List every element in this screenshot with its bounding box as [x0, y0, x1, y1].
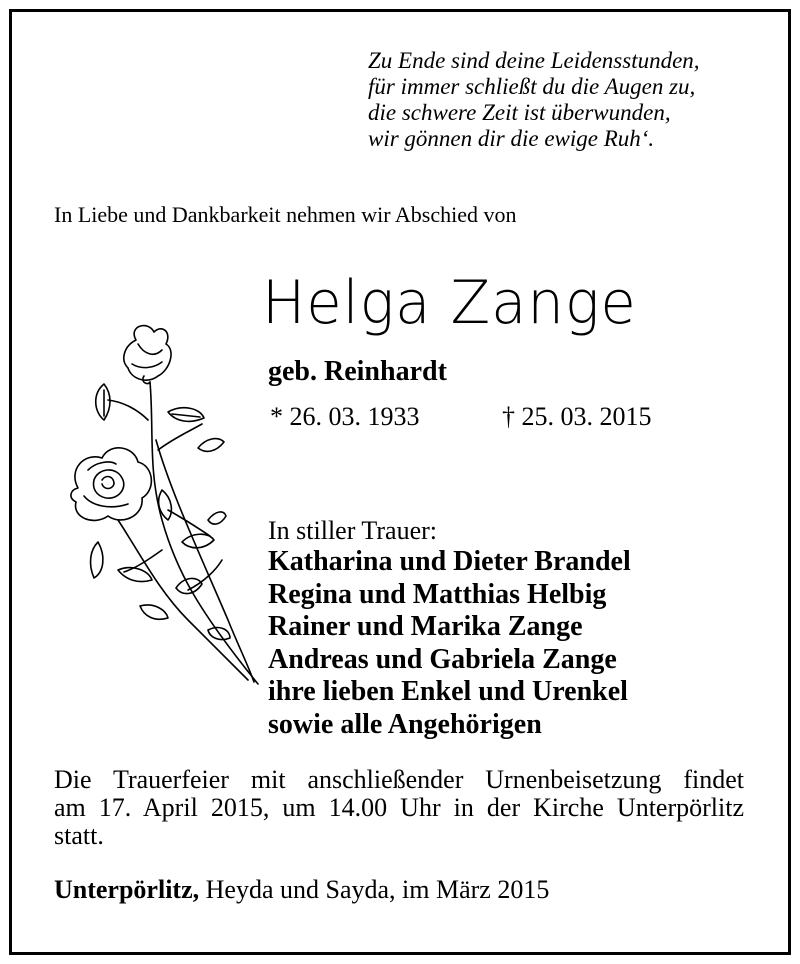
maiden-name: geb. Reinhardt: [268, 356, 447, 387]
ceremony-line: statt.: [54, 821, 104, 850]
ceremony-line: Die Trauerfeier mit anschließender Urnenbeisetzung findet: [54, 765, 744, 794]
mourning-label: In stiller Trauer:: [268, 516, 437, 545]
mourner-line: ihre lieben Enkel und Urenkel: [268, 676, 628, 707]
death-date: † 25. 03. 2015: [502, 402, 652, 431]
birth-date: * 26. 03. 1933: [270, 402, 420, 431]
poem-line: für immer schließt du die Augen zu,: [368, 74, 696, 99]
poem-line: wir gönnen dir die ewige Ruh‘.: [368, 126, 655, 151]
place-date: Heyda und Sayda, im März 2015: [199, 875, 550, 904]
mourner-line: Andreas und Gabriela Zange: [268, 643, 617, 675]
ceremony-line: am 17. April 2015, um 14.00 Uhr in der Kirche Unterpörlitz: [54, 793, 744, 822]
rose-icon: [58, 320, 268, 690]
mourner-line: Rainer und Marika Zange: [268, 611, 583, 642]
intro-text: In Liebe und Dankbarkeit nehmen wir Abschied von: [54, 202, 517, 227]
poem-line: Zu Ende sind deine Leidensstunden,: [368, 48, 700, 73]
mourner-line: Katharina und Dieter Brandel: [268, 546, 631, 577]
poem-line: die schwere Zeit ist überwunden,: [368, 100, 671, 125]
deceased-name: Helga Zange: [262, 268, 637, 338]
place-and-date: [54, 875, 549, 905]
poem: [368, 48, 768, 152]
place-name: Unterpörlitz,: [54, 875, 200, 904]
mourner-line: sowie alle Angehörigen: [268, 708, 542, 740]
mourners-list: [268, 546, 631, 741]
mourner-line: Regina und Matthias Helbig: [268, 578, 607, 610]
ceremony-text: [54, 766, 754, 850]
